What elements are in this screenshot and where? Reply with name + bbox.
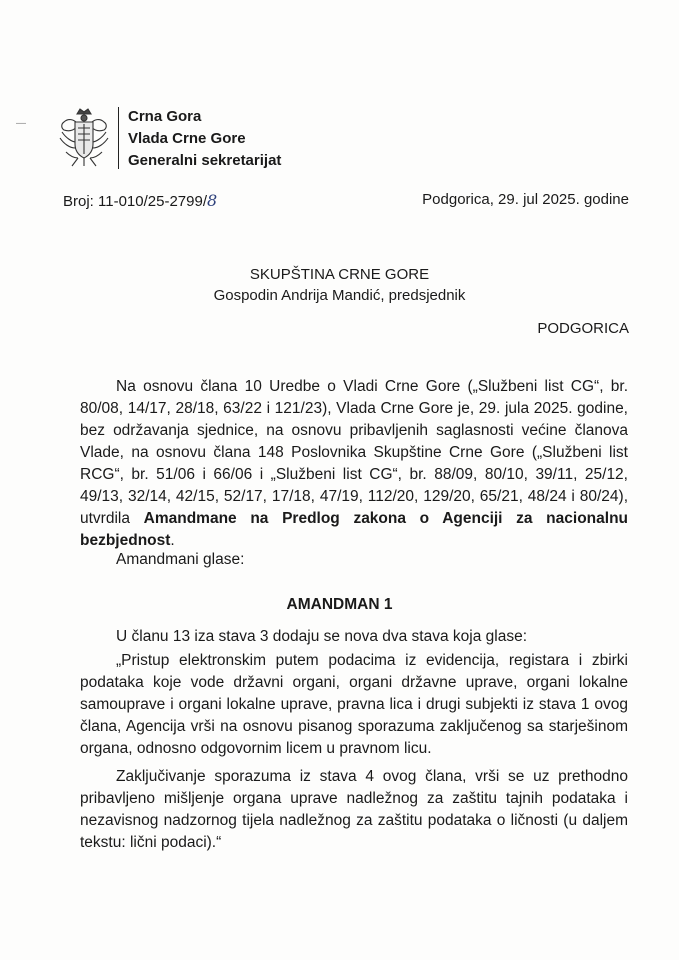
header-divider: [118, 107, 119, 169]
letterhead-secretariat: Generalni sekretarijat: [128, 152, 282, 169]
margin-mark: —: [16, 118, 26, 129]
reference-number-text: Broj: 11-010/25-2799/: [63, 193, 207, 210]
place-and-date: Podgorica, 29. jul 2025. godine: [422, 191, 629, 208]
addressee-block: [0, 264, 679, 306]
intro-paragraph: [80, 376, 628, 552]
montenegro-coat-of-arms-icon: [58, 108, 110, 168]
intro-bold-title: Amandmane na Predlog zakona o Agenciji za nacionalnu bezbjednost: [80, 510, 628, 549]
amendment-lead: U članu 13 iza stava 3 dodaju se nova dva stava koja glase:: [116, 628, 528, 645]
handwritten-suffix: 8: [207, 191, 218, 210]
amendment-title: AMANDMAN 1: [286, 596, 393, 613]
amendment-paragraph-1: „Pristup elektronskim putem podacima iz evidencija, registara i zbirki podataka koje vode državni organi, organi državne uprave, organi lokalne samouprave i organi lokalne uprave, pravna lica i drugi subjekti iz stava 1 ovog člana, Agencija vrši na osnovu pisanog sporazuma zaključenog sa starješinom organa, odnosno odgovornim licem u pravnom licu.: [80, 652, 628, 757]
letterhead-country: Crna Gora: [128, 108, 202, 125]
letterhead-government: Vlada Crne Gore: [128, 130, 246, 147]
intro-period: .: [170, 532, 175, 549]
amendment-body: [80, 626, 628, 860]
letterhead: [128, 106, 281, 172]
addressee-person: Gospodin Andrija Mandić, predsjednik: [213, 287, 466, 304]
reference-number: [63, 191, 217, 210]
addressee-institution: SKUPŠTINA CRNE GORE: [249, 266, 430, 283]
amendments-intro: Amandmani glase:: [116, 551, 245, 568]
addressee-city: PODGORICA: [537, 320, 629, 337]
intro-text: Na osnovu člana 10 Uredbe o Vladi Crne Gore („Službeni list CG“, br. 80/08, 14/17, 28/18, 63/22 i 121/23), Vlada Crne Gore je, 29. jula 2025. godine, bez održavanja sjednice, na osnovu pribavljenih saglasnosti većine članova Vlade, na osnovu člana 148 Poslovnika Skupštine Crne Gore („Službeni list RCG“, br. 51/06 i 66/06 i „Službeni list CG“, br. 88/09, 80/10, 39/11, 25/12, 49/13, 32/14, 42/15, 52/17, 17/18, 47/19, 112/20, 129/20, 65/21, 48/24 i 80/24), utvrdila: [80, 378, 628, 527]
amendment-paragraph-2: Zaključivanje sporazuma iz stava 4 ovog člana, vrši se uz prethodno pribavljeno mišljenje organa uprave nadležnog za zaštitu tajnih podataka i nezavisnog nadzornog tijela nadležnog za zaštitu podataka o ličnosti (u daljem tekstu: lični podaci).“: [80, 768, 628, 851]
